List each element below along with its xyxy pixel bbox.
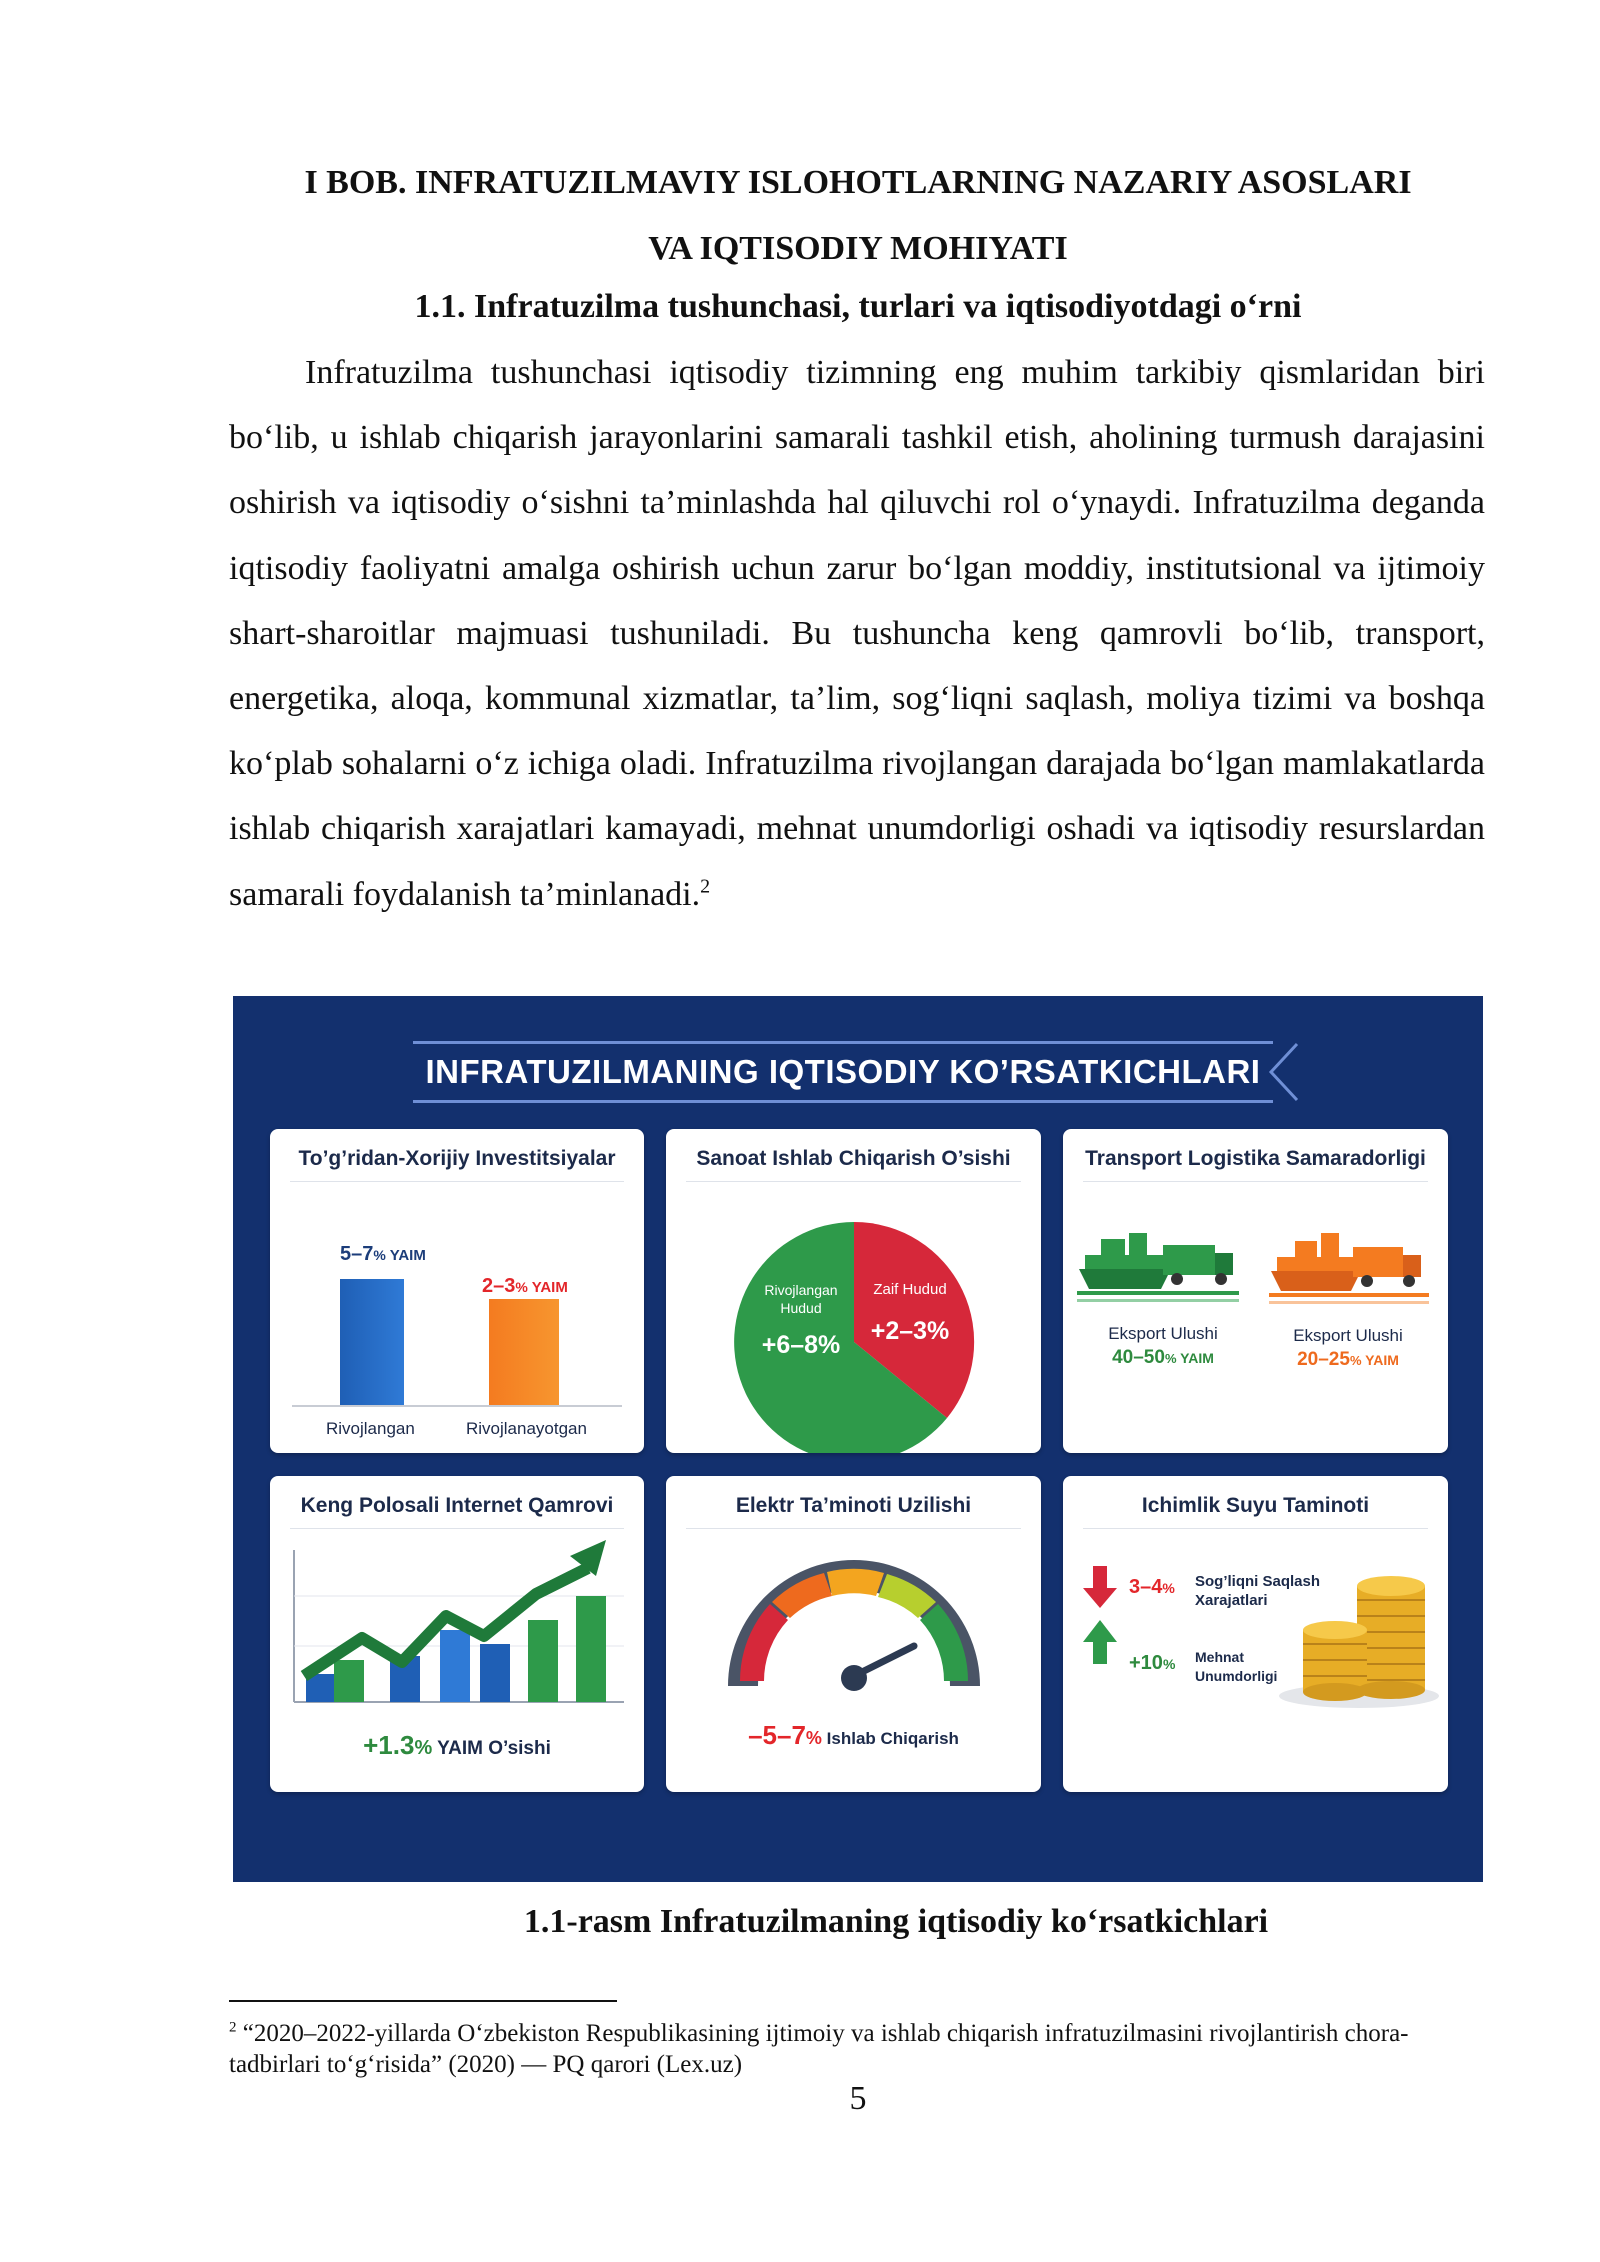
transport-suffix-1: YAIM [1176,1350,1214,1366]
internet-bar-4 [440,1630,470,1702]
water-down-unit: % [1162,1580,1175,1596]
gauge-segment-amber [827,1569,884,1596]
pie-label-developed: Rivojlangan Hudud [764,1282,838,1316]
water-down-range: 3–4 [1129,1576,1163,1598]
card-electric-title: Elektr Ta’minoti Uzilishi [686,1494,1021,1529]
electric-value [666,1720,1041,1751]
transport-unit-2: % [1349,1353,1362,1368]
internet-bar-6 [528,1620,558,1702]
chapter-heading [0,150,1600,282]
gauge-segment-green [920,1604,968,1681]
transport-value-1 [1093,1347,1233,1369]
chapter-heading-line2: VA IQTISODIY MOHIYATI [648,230,1068,267]
footnote-text: “2020–2022-yillarda O‘zbekiston Respublikasining ijtimoiy va ishlab chiqarish infratuzilmasini rivojlantirish chora-tadbirlari to‘g‘risida” (2020) — PQ qarori (Lex.uz) [229,2020,1409,2078]
card-water [1063,1476,1448,1792]
water-illustration [1063,1476,1448,1792]
water-up-percent: +10 [1129,1652,1163,1674]
card-transport [1063,1129,1448,1453]
electric-unit: % [805,1728,822,1748]
water-up-unit: % [1162,1656,1176,1672]
ship-truck-green-icon [1077,1233,1239,1302]
fdi-bar-developed [340,1279,404,1405]
fdi-developed-unit: % [373,1247,386,1263]
infographic-title: INFRATUZILMANING IQTISODIY KO’RSATKICHLARI [425,1053,1261,1090]
gauge-hub [841,1665,867,1691]
electric-suffix: Ishlab Chiqarish [821,1729,959,1748]
footnote-divider [229,2000,617,2002]
transport-range-2: 20–25 [1297,1349,1350,1370]
transport-label-1: Eksport Ulushi [1108,1324,1218,1343]
water-down-value [1129,1576,1175,1599]
electric-percent: –5–7 [748,1720,806,1750]
pie-label-weak: Zaif Hudud [873,1281,947,1298]
infographic-figure [233,996,1483,1882]
fdi-value-developed [340,1243,426,1266]
arrow-down-icon [1083,1566,1117,1608]
internet-bar-7 [576,1596,606,1702]
fdi-developing-range: 2–3 [482,1275,516,1297]
transport-illustration [1063,1129,1448,1453]
internet-suffix: YAIM O’sishi [432,1738,551,1759]
internet-unit: % [414,1737,433,1759]
fdi-value-developing [482,1275,568,1298]
transport-label-2: Eksport Ulushi [1293,1326,1403,1345]
transport-range-1: 40–50 [1112,1347,1165,1368]
fdi-bar-developing [489,1299,559,1405]
ship-truck-orange-icon [1269,1233,1429,1304]
fdi-developed-range: 5–7 [340,1243,374,1265]
figure-caption: 1.1-rasm Infratuzilmaning iqtisodiy ko‘rsatkichlari [523,1903,1269,1940]
internet-bar-2 [334,1660,364,1702]
card-fdi-title: To’g’ridan-Xorijiy Investitsiyalar [290,1147,624,1182]
footnote [229,2018,1489,2080]
card-industrial [666,1129,1041,1453]
card-transport-title: Transport Logistika Samaradorligi [1083,1147,1428,1182]
water-down-label-1: Sog’liqni Saqlash [1195,1573,1321,1590]
fdi-developed-suffix: YAIM [385,1247,426,1264]
page-number: 5 [849,2080,867,2117]
transport-value-2 [1273,1349,1423,1371]
water-up-label-1: Mehnat [1195,1649,1244,1665]
body-paragraph [229,340,1485,927]
card-water-title: Ichimlik Suyu Taminoti [1083,1494,1428,1529]
section-heading: 1.1. Infratuzilma tushunchasi, turlari va iqtisodiyotdagi o‘rni [414,288,1302,325]
internet-bar-5 [480,1644,510,1702]
footnote-number: 2 [229,2019,237,2036]
transport-unit-1: % [1164,1351,1177,1366]
footnote-reference[interactable]: 2 [700,875,711,898]
arrow-up-icon [1083,1620,1117,1664]
card-industrial-title: Sanoat Ishlab Chiqarish O’sishi [686,1147,1021,1182]
fdi-developing-suffix: YAIM [527,1279,568,1296]
internet-value [270,1730,644,1761]
water-up-value [1129,1652,1175,1675]
card-electric [666,1476,1041,1792]
fdi-baseline [292,1405,622,1407]
water-down-label-2: Xarajatlari [1195,1592,1268,1609]
pie-value-weak: +2–3% [870,1317,950,1345]
fdi-category-developed: Rivojlangan [326,1419,415,1438]
fdi-developing-unit: % [515,1279,528,1295]
chapter-heading-line1: I BOB. INFRATUZILMAVIY ISLOHOTLARNING NAZARIY ASOSLARI [304,164,1412,201]
water-up-label-2: Unumdorligi [1195,1668,1278,1684]
card-internet-title: Keng Polosali Internet Qamrovi [290,1494,624,1529]
card-internet [270,1476,644,1792]
transport-suffix-2: YAIM [1361,1352,1399,1368]
water-down-label [1195,1572,1320,1610]
paragraph-text: Infratuzilma tushunchasi iqtisodiy tizimning eng muhim tarkibiy qismlaridan biri bo‘lib, u ishlab chiqarish jarayonlarini samarali tashkil etish, aholining turmush darajasini oshirish va iqtisodiy o‘sishni ta’minlashda hal qiluvchi rol o‘ynaydi. Infratuzilma deganda iqtisodiy faoliyatni amalga oshirish uchun zarur bo‘lgan moddiy, institutsional va ijtimoiy shart-sharoitlar majmuasi tushuniladi. Bu tushuncha keng qamrovli bo‘lib, transport, energetika, aloqa, kommunal xizmatlar, ta’lim, sog‘liqni saqlash, moliya tizimi va boshqa ko‘plab sohalarni o‘z ichiga oladi. Infratuzilma rivojlangan darajada bo‘lgan mamlakatlarda ishlab chiqarish xarajatlari kamayadi, mehnat unumdorligi oshadi va iqtisodiy resurslardan samarali foydalanish ta’minlanadi. [229,354,1485,913]
fdi-category-developing: Rivojlanayotgan [466,1419,587,1438]
water-up-label [1195,1648,1277,1686]
gauge-segment-red [740,1604,788,1681]
internet-percent: +1.3 [363,1730,415,1760]
card-fdi [270,1129,644,1453]
pie-value-developed: +6–8% [761,1331,841,1359]
banner-chevron-icon [1263,1041,1303,1103]
